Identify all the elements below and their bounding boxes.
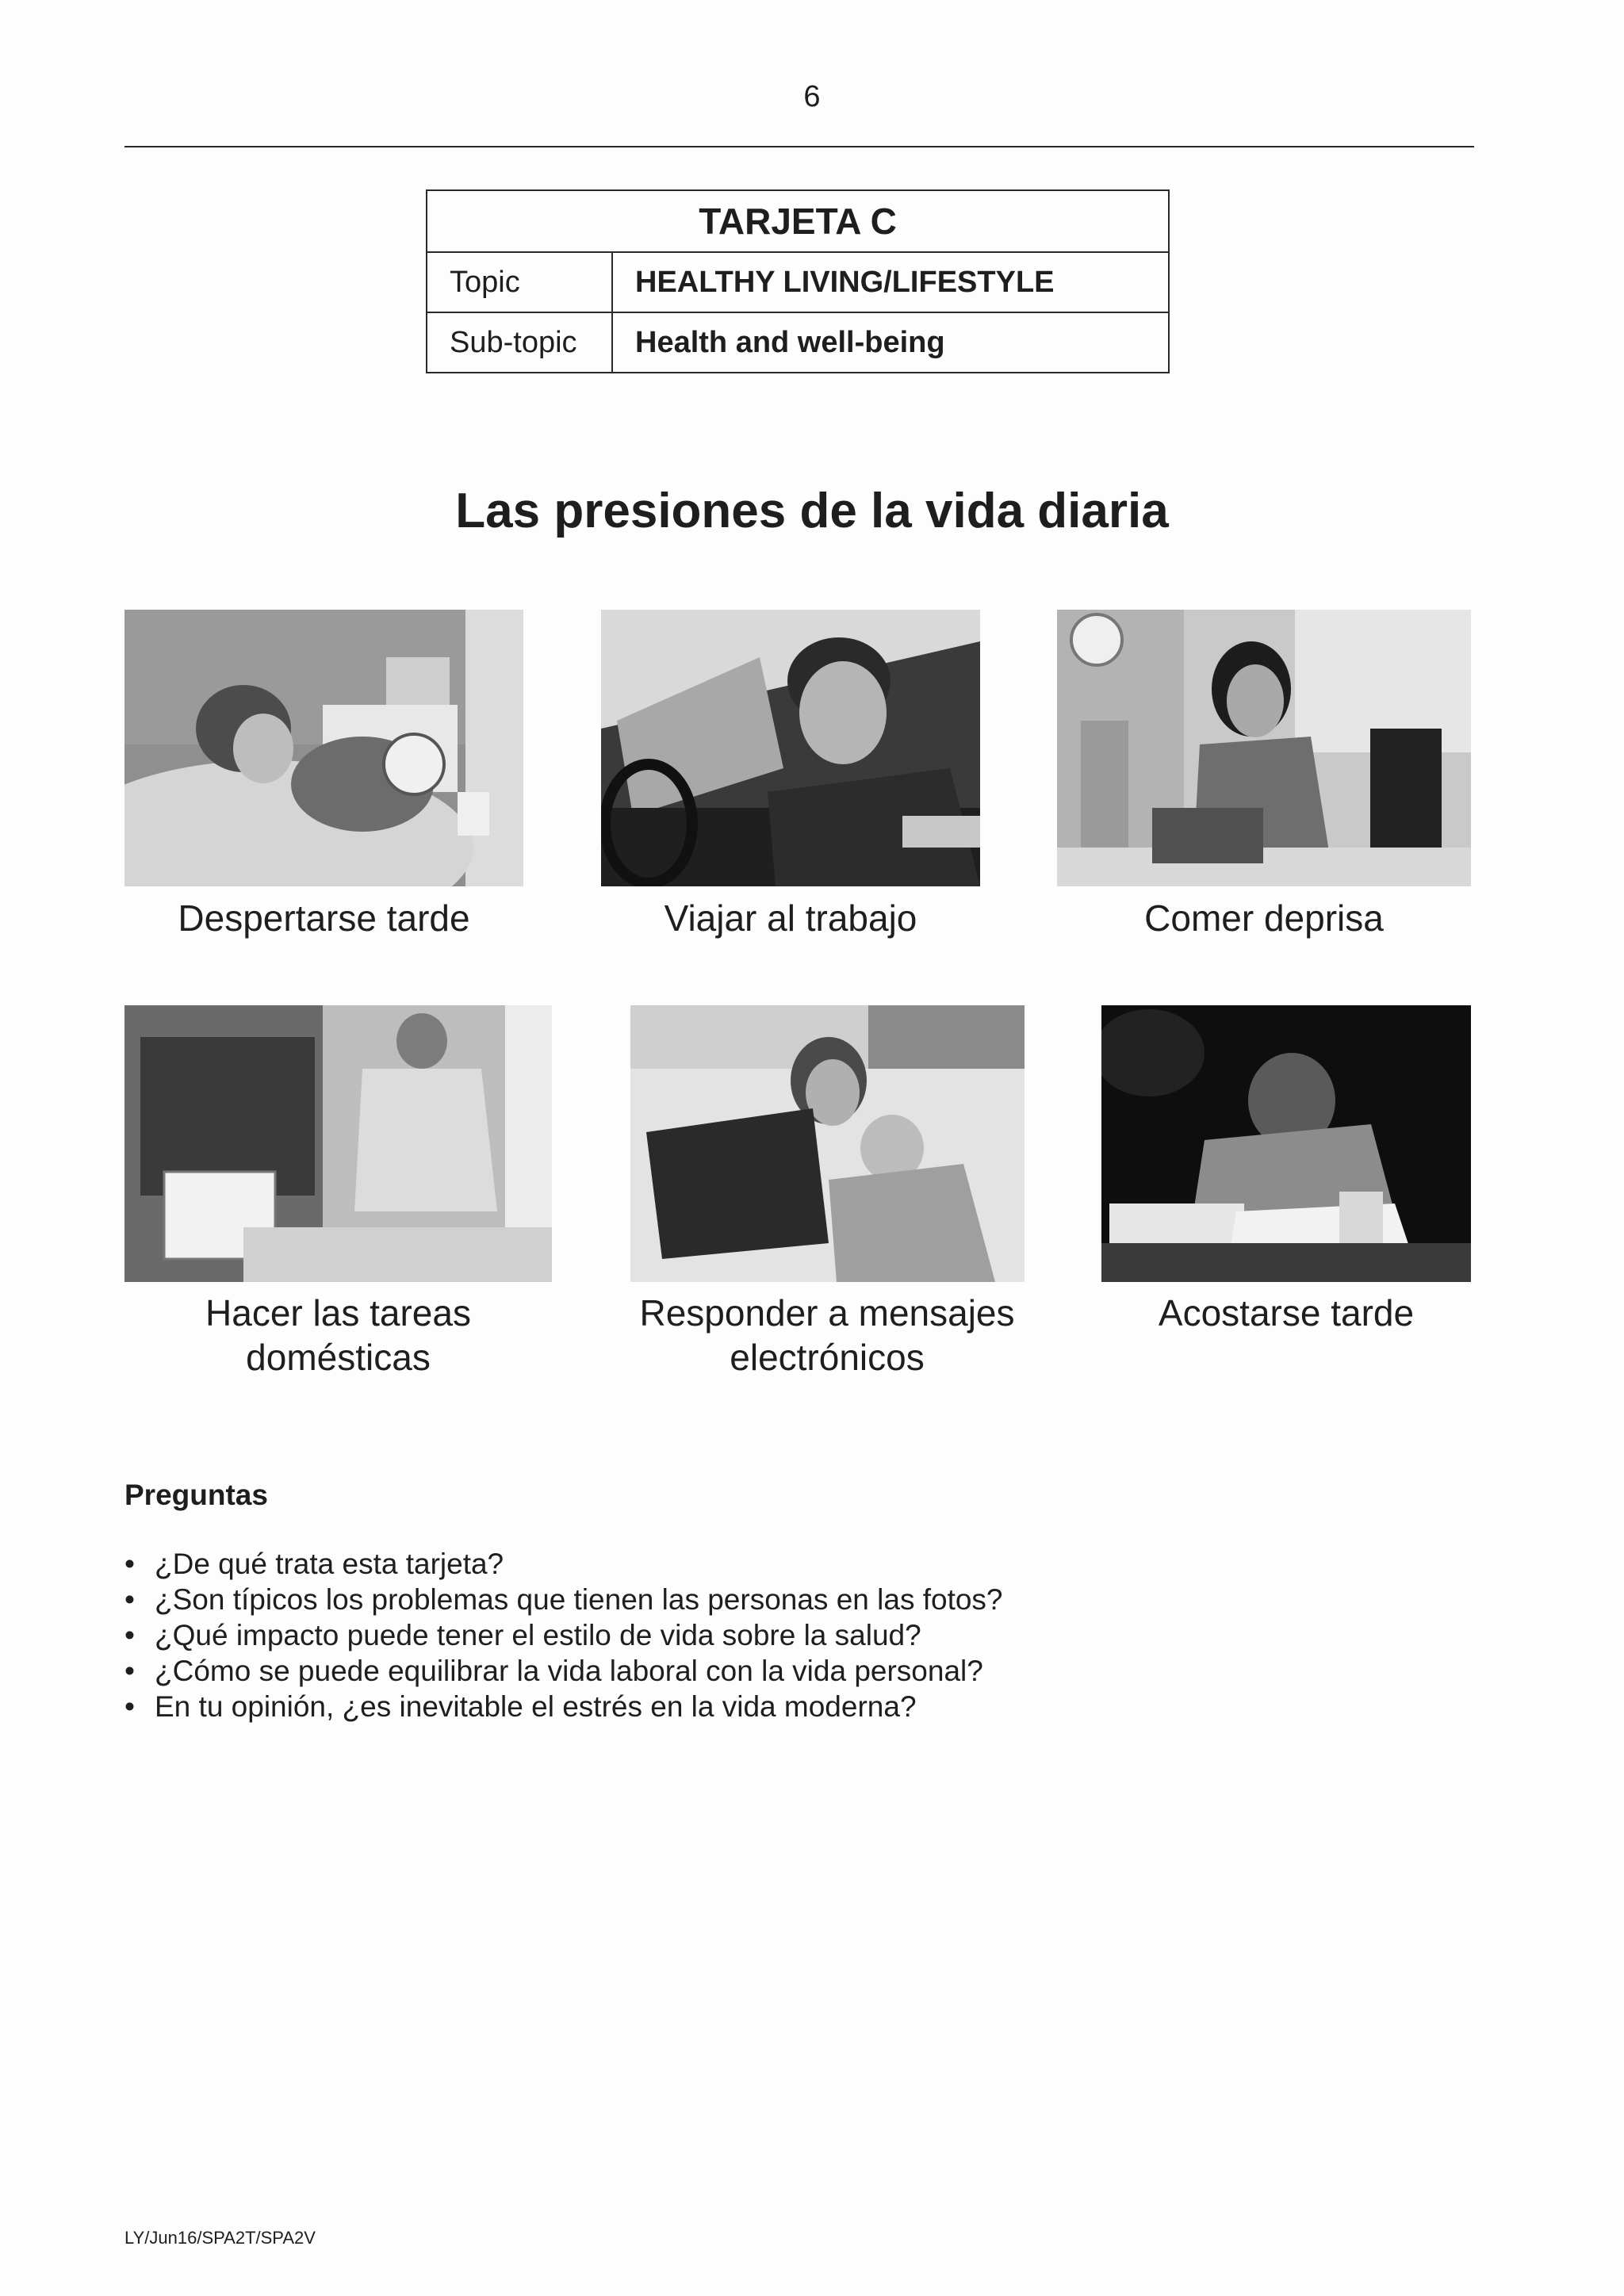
- caption-acostarse: [1088, 1291, 1484, 1335]
- photo-late-night: [1101, 1005, 1471, 1282]
- question-item: • ¿Qué impacto puede tener el estilo de vida sobre la salud?: [124, 1617, 1003, 1653]
- card-title: TARJETA C: [427, 190, 1169, 252]
- question-item: • ¿De qué trata esta tarjeta?: [124, 1546, 1003, 1582]
- question-item: • En tu opinión, ¿es inevitable el estrés en la vida moderna?: [124, 1689, 1003, 1724]
- photo-waking-late: [124, 610, 523, 886]
- caption-line: Comer deprisa: [1144, 897, 1384, 939]
- topic-value: HEALTHY LIVING/LIFESTYLE: [612, 252, 1169, 312]
- caption-line: Despertarse tarde: [178, 897, 470, 939]
- caption-despertarse: [111, 896, 537, 940]
- topic-card-table: [426, 189, 1170, 373]
- caption-responder: [603, 1291, 1051, 1380]
- topic-label: Topic: [427, 252, 612, 312]
- question-item: • ¿Son típicos los problemas que tienen las personas en las fotos?: [124, 1582, 1003, 1617]
- caption-line: Responder a mensajes: [639, 1292, 1015, 1334]
- footer-code: LY/Jun16/SPA2T/SPA2V: [124, 2228, 316, 2248]
- questions-title: Preguntas: [124, 1479, 268, 1511]
- caption-tareas: [111, 1291, 565, 1380]
- photo-eating-fast: [1057, 610, 1471, 886]
- question-item: • ¿Cómo se puede equilibrar la vida laboral con la vida personal?: [124, 1653, 1003, 1689]
- caption-comer: [1044, 896, 1484, 940]
- questions-list: [124, 1546, 1003, 1724]
- main-title: Las presiones de la vida diaria: [455, 484, 1169, 538]
- photo-commuting: [601, 610, 980, 886]
- caption-line: electrónicos: [730, 1337, 925, 1378]
- caption-line: domésticas: [246, 1337, 431, 1378]
- subtopic-value: Health and well-being: [612, 312, 1169, 373]
- photo-housework: [124, 1005, 552, 1282]
- subtopic-label: Sub-topic: [427, 312, 612, 373]
- caption-line: Acostarse tarde: [1158, 1292, 1415, 1334]
- caption-line: Viajar al trabajo: [664, 897, 917, 939]
- page-number: 6: [803, 80, 821, 113]
- caption-viajar: [587, 896, 994, 940]
- caption-line: Hacer las tareas: [205, 1292, 471, 1334]
- photo-emails: [630, 1005, 1025, 1282]
- header-divider: [124, 146, 1474, 147]
